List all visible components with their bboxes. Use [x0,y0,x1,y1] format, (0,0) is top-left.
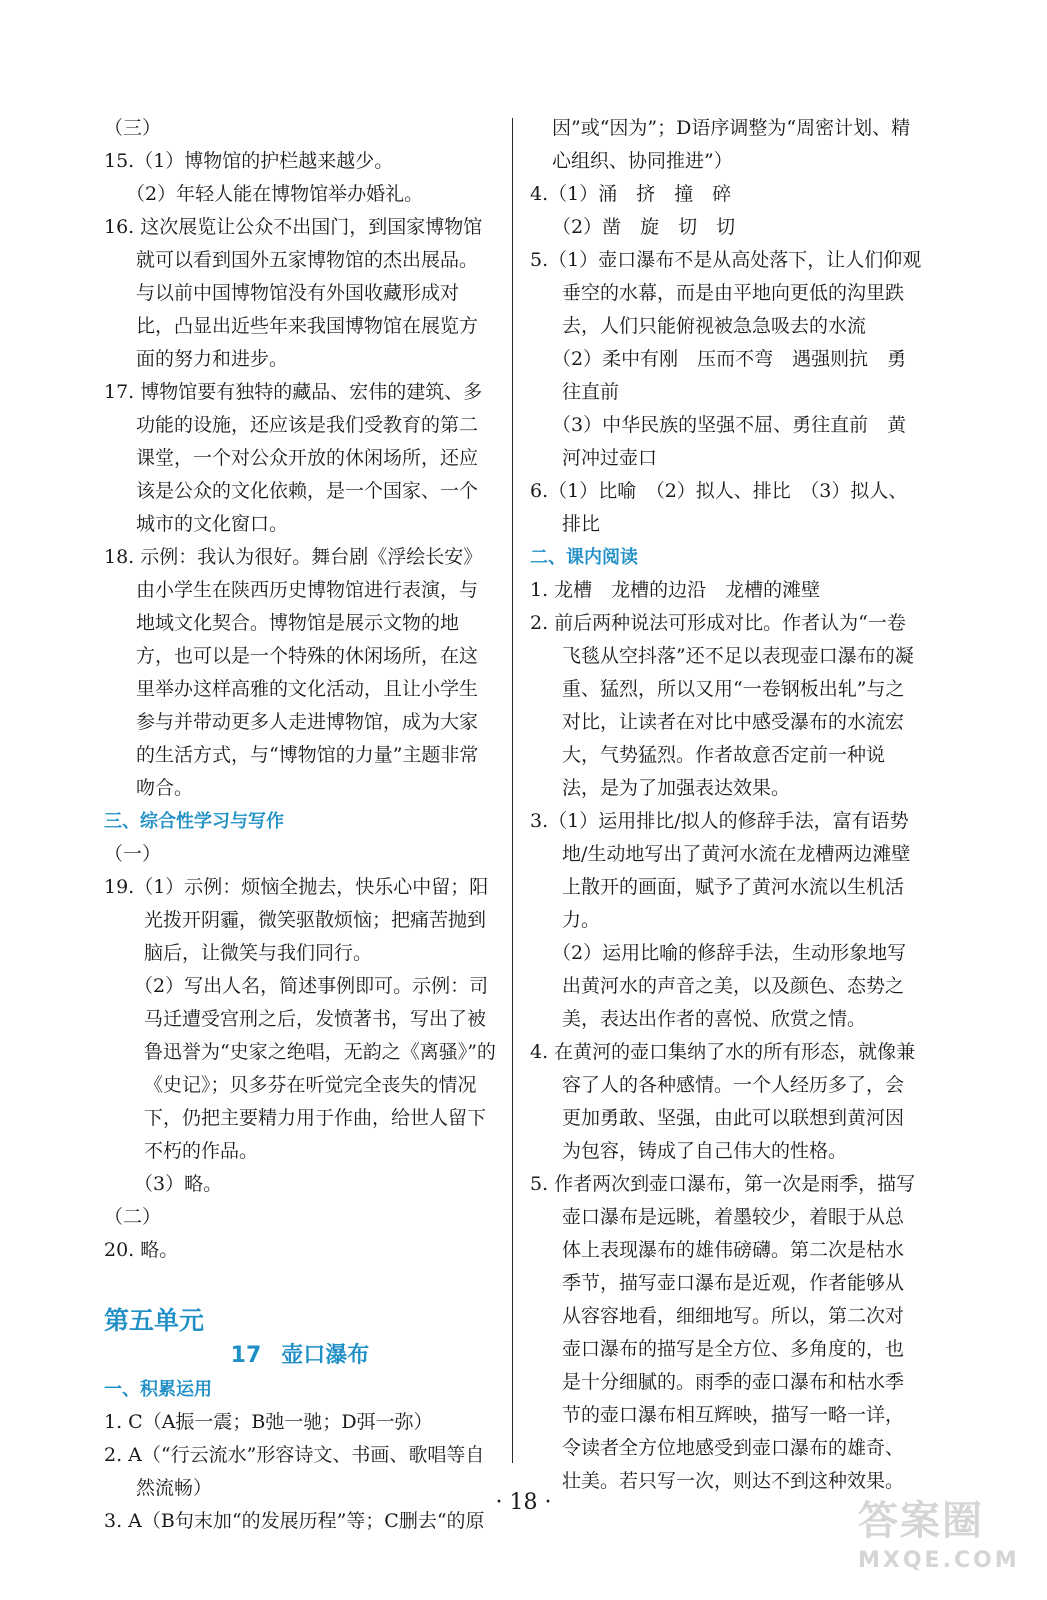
column-divider [512,118,513,1463]
watermark-text: 答案圈 [858,1498,984,1544]
answer-item: 19.（1）示例：烦恼全抛去，快乐心中留；阳光拨开阴霾，微笑驱散烦恼；把痛苦抛到脑后，让微笑与我们同行。 [104,876,489,964]
answer-item: 1. C（A振一震；B弛一驰；D弭一弥） [104,1411,433,1433]
answer-item: 6.（1）比喻 （2）拟人、排比 （3）拟人、排比 [530,480,908,535]
answer-item: 2. A（“行云流水”形容诗文、书画、歌唱等自然流畅） [104,1444,485,1499]
part-label: （二） [104,1206,162,1228]
answer-item: 4.（1）涌 挤 撞 碎 [530,183,732,205]
watermark-domain: MXQE.COM [858,1548,1020,1573]
section-heading: 二、课内阅读 [530,547,638,568]
answer-item: 3. A（B句末加“的发展历程”等；C删去“的原 [104,1510,485,1532]
sub-answer: （3）略。 [134,1173,223,1195]
answer-item: 4. 在黄河的壶口集纳了水的所有形态，就像兼容了人的各种感情。一个人经历多了，会更加勇敢、坚强，由此可以联想到黄河因为包容，铸成了自己伟大的性格。 [530,1041,916,1162]
answer-item: 5.（1）壶口瀑布不是从高处落下，让人们仰观垂空的水幕，而是由平地向更低的沟里跌去，人们只能俯视被急急吸去的水流 [530,249,922,337]
part-label: （一） [104,843,162,865]
right-column [530,112,922,1498]
part-label: （三） [104,117,162,139]
unit-title: 第五单元 [104,1306,205,1335]
sub-answer: （3）中华民族的坚强不屈、勇往直前 黄河冲过壶口 [552,414,907,469]
answer-item: 2. 前后两种说法可形成对比。作者认为“一卷飞毯从空抖落”还不足以表现壶口瀑布的凝重、猛烈，所以又用“一卷钢板出轧”与之对比，让读者在对比中感受瀑布的水流宏大，气势猛烈。作者故意否定前一种说法，是为了加强表达效果。 [530,612,914,799]
section-heading: 三、综合性学习与写作 [104,811,284,832]
sub-answer: （2）柔中有刚 压而不弯 遇强则抗 勇往直前 [552,348,907,403]
lesson-title [104,1339,496,1373]
lesson-name: 壶口瀑布 [281,1343,370,1368]
answer-continuation: 因”或“因为”；D语序调整为“周密计划、精心组织、协同推进”） [552,117,911,172]
sub-answer: （2）凿 旋 切 切 [552,216,736,238]
left-column [104,112,496,1538]
sub-answer: （2）运用比喻的修辞手法，生动形象地写出黄河水的声音之美，以及颜色、态势之美，表达出作者的喜悦、欣赏之情。 [552,942,907,1030]
answer-item: 17. 博物馆要有独特的藏品、宏伟的建筑、多功能的设施，还应该是我们受教育的第二课堂，一个对公众开放的休闲场所，还应该是公众的文化依赖，是一个国家、一个城市的文化窗口。 [104,381,483,535]
sub-answer: （2）写出人名，简述事例即可。示例：司马迁遭受宫刑之后，发愤著书，写出了被鲁迅誉为“史家之绝唱，无韵之《离骚》”的《史记》；贝多芬在听觉完全丧失的情况下，仍把主要精力用于作曲，给世人留下不朽的作品。 [134,975,496,1162]
sub-answer: （2）年轻人能在博物馆举办婚礼。 [126,183,424,205]
answer-item: 20. 略。 [104,1239,179,1261]
section-heading: 一、积累运用 [104,1379,212,1400]
watermark-logo [858,1496,1028,1592]
page-number: · 18 · [495,1490,552,1515]
answer-item: 15.（1）博物馆的护栏越来越少。 [104,150,394,172]
lesson-number: 17 [230,1343,262,1368]
answer-item: 16. 这次展览让公众不出国门，到国家博物馆就可以看到国外五家博物馆的杰出展品。与以前中国博物馆没有外国收藏形成对比，凸显出近些年来我国博物馆在展览方面的努力和进步。 [104,216,483,370]
answer-item: 3.（1）运用排比/拟人的修辞手法，富有语势地/生动地写出了黄河水流在龙槽两边滩壁上散开的画面，赋予了黄河水流以生机活力。 [530,810,911,931]
answer-item: 5. 作者两次到壶口瀑布，第一次是雨季，描写壶口瀑布是远眺，着墨较少，着眼于从总体上表现瀑布的雄伟磅礴。第二次是枯水季节，描写壶口瀑布是近观，作者能够从从容容地看，细细地写。所以，第二次对壶口瀑布的描写是全方位、多角度的，也是十分细腻的。雨季的壶口瀑布和枯水季节的壶口瀑布相互辉映，描写一略一详，令读者全方位地感受到壶口瀑布的雄奇、壮美。若只写一次，则达不到这种效果。 [530,1173,916,1492]
answer-item: 18. 示例：我认为很好。舞台剧《浮绘长安》由小学生在陕西历史博物馆进行表演，与地域文化契合。博物馆是展示文物的地方，也可以是一个特殊的休闲场所，在这里举办这样高雅的文化活动，且让小学生参与并带动更多人走进博物馆，成为大家的生活方式，与“博物馆的力量”主题非常吻合。 [104,546,483,799]
answer-item: 1. 龙槽 龙槽的边沿 龙槽的滩壁 [530,579,821,601]
